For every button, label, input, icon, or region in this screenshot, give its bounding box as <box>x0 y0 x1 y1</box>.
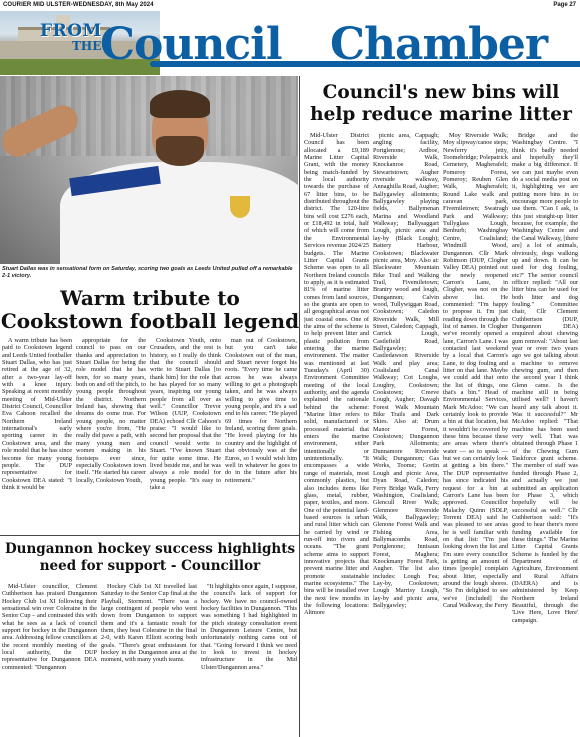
hockey-column-2: Hockey Club 1st XI travelled last Saturday to the Senior Cup final at the Playball, Stormont. "There was a large contingent of people who went down from Dungannon to support them and it's a fantastic result for them, they beat Coleraine in the final 2-0, with Karen Elliott scoring both goals. "There's great enthusiasm for hockey in the Dungannon area at the moment, with many youth teams. <box>101 583 197 664</box>
masthead-council: Council <box>100 19 282 70</box>
warm-column-1: A warm tribute has been paid to Cookstown legend and Leeds United footballer Stuart Dallas, who has just retired at the age of 32, after a two-year lay-off with a knee injury. Speaking at recent monthly meeting of Mid-Ulster District Council, Councillor Eva Cahoon recalled the Northern Ireland international's early sporting career in the Cookstown area, and the role model that he has since become for many young people. The DUP representative for Cookstown DEA stated: "I think it would be <box>2 337 72 491</box>
bins-column-3: Moy Riverside Walk; Moy slipway/canoe steps; Newferry jetty, Toomebridge; Polepatrick Cemetery, Magherafelt; Pomeroy Forest, Pomeroy; Reuben Glen Walk, Magherafelt; Round Lake walk and caravan park, Fivemiletown; Swatragh Park and Walkway; Tullyglass Lough, Benburb; Washingbay Centre, Coalisland; Windmill Wood, Dungannon. Cllr Mark Robinson (DUP, Clogher Valley DEA) pointed out the newly reopened Carron's Lane, in Clogher, was not on the above list. He commented: "I'm happy to propose it. I'm just reading down through the list of names. In Clogher we've recently opened a lane, Carron's Lane. I was contacted last weekend by a local that Carron's Lane, to dog fouling and litter on that lane. Maybe we could add that onto the list of things, one that's a bin." Head of Environmental Services, Mark McAdoo: "We can certainly look to provide a bin at that location, but it wouldn't be covered by these bins because these are areas where there's water — so to speak — but we can certainly look at getting a bin there." The DUP representative has since indicated his request for a bin at Carron's Lane has been approved. Councillor Malachy Quinn (SDLP, Torrent DEA) said he was pleased to see areas he is well familiar with on that list: "I'm just looking down the list and I'm sure every councillor is getting an amount of times [people] complain about litter, especially around the lough shores. "So I'm delighted to see we've [included] the Canal Walkway, the Ferry <box>443 132 508 609</box>
page-number: Page 27 <box>553 2 576 8</box>
bins-column-1: Mid-Ulster District Council has been allocated a £9,189 Marine Litter Capital Grant, with the money being match-funded by the local authority towards the purchase of 67 litter bins, to be distributed throughout the district. The 120-litre bins will cost £276 each, or £18,492 in total, half of which will come from the Environmental Services revenue 2024/25 budgets. The Marine Litter Capital Grants Scheme was open to all Northern Ireland councils to apply, as it is estimated 81% of marine litter comes from land sources, so the grants are open to all geographical areas not just coastal ones. One of the aims of the scheme is to help prevent litter and plastic pollution from entering the marine environment. The matter was mentioned at last Tuesday's (April 30) Environment Committee meeting of the local authority, and the agenda explained the rationale behind the scheme: "Marine litter refers to solid, manufactured or processed material that enters the marine environment, either intentionally or unintentionally. "It encompasses a wide range of materials, most commonly plastics, but also includes items like glass, metal, rubber, paper, textiles, and more. One of the potential land-based sources is urban and rural litter which can be carried by wind or run-off into rivers and oceans. "The grant scheme aims to support innovative projects that prevent marine litter and promote sustainable marine ecosystems." The bins will be installed over the next few months in the following locations: Altmore <box>304 132 369 617</box>
warm-column-2: appropriate for the council to pass on our thanks and appreciation to Stuart Dallas for being the role model that he has been, for so many years, both on and off the pitch, to young people throughout the district. Northern Ireland has, showing that dreams do come true. For young people, no matter where you're from, "He really did pave a path, with many young men and women making in his footsteps ever since, especially Cookstown town itself. "He started his career locally, Cookstown Youth, <box>76 337 146 484</box>
bins-column-4: Bridge and the Washingbay Centre. "I think it's badly needed and hopefully they'll make a big difference. If we can just maybe even do a social media post on it, highlighting we are putting more bins in to encourage more people to use them. "Can I ask, is this just straight-up litter because, for example, the Washingbay Centre and the Canal Walkway, [there are] a lot of animals, obviously, dogs walking up and down. It can be used for dog fouling, etc?" The senior council officer replied: "All our litter bins can be used for both litter and dog fouling." Committee chair, Cllr Clement Cuthbertson (DUP, Dungannon DEA) enquired about chewing gum removal: "About last year or over two years ago we got talking about a machine to remove chewing gum, and then the second year I think Glenn came. Is the machine still in being utilised well? I haven't heard any talk about it. Was it successful?" Mr McAdoo replied: "That machine has been used very well. That was obtained through Phase 1 of the Chewing Gum Taskforce grant scheme. The member of staff was funded through Phase 2, and actually we just submitted an application for Phase 3, which hopefully will be successful as well." Cllr Cuthbertson said: "It's good to hear there's more funding available for these things." The Marine Litter Capital Grants Scheme is funded by the Department of Agriculture, Environment and Rural Affairs (DAERA) and is administered by Keep Northern Ireland Beautiful, through the 'Live Here, Love Here' campaign. <box>512 132 578 624</box>
column-divider <box>299 76 300 737</box>
warm-column-4: man out of Cookstown, but you can't take Cookstown out of the man, and Stuart never forgot his roots. "Every time he came across he was always willing to get a photograph taken, and he was always willing to give time to young people, and it's a sad end to his career. "He played 69 times for Northern Ireland, scoring three goals. "He loved playing for his country and the highlight of that obviously was at the Euros, so I would wish him well in whatever he goes to do in the future after his retirement." <box>225 337 297 484</box>
footballer-photo <box>0 76 298 264</box>
masthead-banner <box>0 11 580 75</box>
masthead-from: FROM <box>40 21 102 41</box>
club-crest <box>230 196 250 218</box>
publication-line: COURIER MID ULSTER-WEDNESDAY, 8th May 2024 <box>3 2 154 8</box>
hockey-column-1: Mid-Ulster councillor, Clement Cuthbertson has praised Dungannon Hockey Club 1st XI following their sensational win over Coleraine in the Senior Cup – and contrasted this with what he sees as a lack of council support for hockey in the Dungannon area. Addressing fellow councillors at the recent monthly meeting of the local authority, the DUP representative for Dungannon DEA commented: "Dungannon <box>2 583 97 671</box>
hockey-column-3: "It highlights once again, I suppose, the council's lack of support for hockey. We have no council-owned hockey facilities in Dungannon. "This was something I had highlighted in the pitch strategy consultation event in Dungannon Leisure Centre, but unfortunately nothing came out of that. "Going forward I think we need to look to invest in hockey infrastructure in the Mid Ulster/Dungannon area." <box>201 583 297 671</box>
section-divider <box>0 535 300 536</box>
masthead-the: THE <box>72 39 102 53</box>
photo-caption: Stuart Dallas was in sensational form on Saturday, scoring two goals as Leeds United pulled off a remarkable 2-1 victory. <box>2 266 293 279</box>
masthead-chamber: Chamber <box>330 19 548 70</box>
warm-column-3: Cookstown Youth, onto Crusaders, and the rest is history, so I really do think that the council should write to Stuart Dallas [to thank him] for the role that he has played for so many years, inspiring our young people from all over as well." Councillor Trevor Wilson (UUP, Cookstown DEA) echoed Cllr Cahoon's praise: "I would like to second her proposal that the council would write to Stuart. "I've known Stuart for quite some time. He lived beside me, and he was always a role model for young people. "It's easy to take a <box>150 337 221 491</box>
bins-column-2: picnic area, Cappagh; angling facility, Portglenone; Ardboe, Riverside Walk, Knockanroe Road, Stewartstown; Augher riverside walkway, Annaghilla Road, Augher; Ballygawley allotments; Ballygawley playing fields, Ballymenan Marina and Woodland Walkway; Ballysaggart Lough, picnic area and lay-by (Black Lough); Battery Harbour, Cookstown; Blackwater picnic area, Moy. Also at: Blackwater Mountain Bike Trail and Walking Trail, Fivemiletown; Brantry wood and lough, Dungannon; Calvin wood, Tullywiggan Road, Cookstown; Caledon Riverside Walk, Mill Street, Caledon; Cappagh, Carrick Lough, Castlefield Road, Ballygawley; Castledawson Riverside Walk and play area; Coalisland Canal Walkway; Cot Loughs, Loughry, Cookstown; Cookstown; Creeve Lough, Augher; Davagh Forest Walk Mountain Bike Trails and Dark Skies. Also at: Drum Manor Forest, Cookstown; Dungannon Park Allotments; Dunnamore Riverside Walk; Dungannon; Gas Works, Toome; Gortin Lough and picnic Area, Dyan Road, Caledon; Ferry Bridge Walk, Ferry Washington, Coalisland; Glencull River Walk; Glenmore Riverside Walk, Ballygawley; Glenone Forest Walk and Fishing Area, Ballymacombs Road, Portglenone; Innisaun Forest, Maghera; Knockmany Forest Park, Augher. The list also includes: Lough Fea; Lay-by, Cookstown; Lough Marrisy Lough, lay-by and picnic area, Ballygawley; <box>373 132 439 609</box>
headline-hockey: Dungannon hockey success highlights need for support - Councillor <box>4 541 296 574</box>
headline-warm-tribute: Warm tribute to Cookstown football legend <box>0 286 300 333</box>
headline-marine-litter: Council's new bins will help reduce marine litter <box>310 82 572 125</box>
